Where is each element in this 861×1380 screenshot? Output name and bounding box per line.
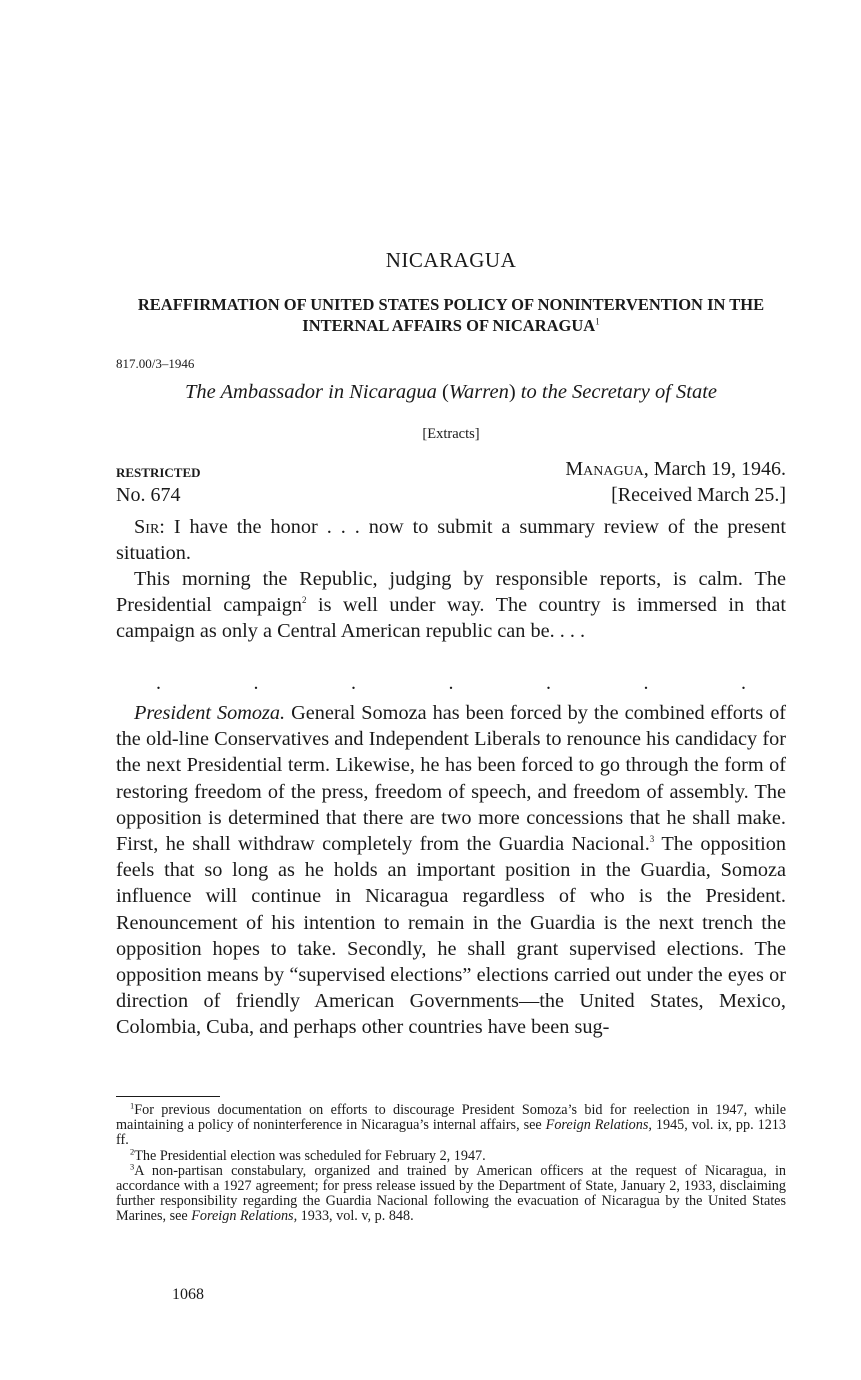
footnote-3 <box>116 1161 786 1225</box>
footnote-ref-3: 3 <box>649 834 655 845</box>
footnote-1-text-a: For previous documentation on efforts to discourage President Somoza’s bid for reelection in 1947, while maintaining a policy of noninterference in Nicaragua’s internal affairs, see <box>116 1102 786 1134</box>
doc-title-part1: The Ambassador in Nicaragua <box>184 381 437 403</box>
omission-dot: . <box>643 672 649 694</box>
footnote-3-title: Foreign Relations, <box>191 1208 298 1225</box>
omission-dot: . <box>448 672 454 694</box>
footnote-2-number: 2 <box>130 1145 135 1156</box>
footnote-1-title: Foreign Relations, <box>545 1117 652 1134</box>
received-date: [Received March 25.] <box>611 484 786 506</box>
doc-title-paren-open: ( <box>436 381 449 403</box>
dateline-place: Managua <box>565 458 644 480</box>
salutation: Sir <box>134 516 160 538</box>
omission-dot: . <box>253 672 259 694</box>
document-title <box>116 381 786 404</box>
footnote-3-text-a: A non-partisan constabulary, organized and trained by American officers at the request of Nicaragua, in accordance with a 1927 agreement; for press release issued by the Department of State, January 2, 1933, disclaiming further responsibility regarding the Guardia Nacional following the evacuation of Nicaragua by the United States Marines, see <box>116 1162 786 1225</box>
paragraph-2 <box>116 566 786 645</box>
doc-title-name: Warren <box>448 381 509 403</box>
paragraph-2-text-a: This morning the Republic, judging by responsible reports, is calm. The Presidential campaign <box>116 568 786 617</box>
footnote-divider <box>116 1096 220 1097</box>
footnote-3-text-b: 1933, vol. v, p. 848. <box>297 1208 414 1225</box>
footnote-2 <box>116 1145 786 1164</box>
country-heading: NICARAGUA <box>385 248 517 272</box>
dispatch-number: No. 674 <box>116 484 181 506</box>
omission-dots <box>156 672 746 695</box>
doc-title-part2: to the Secretary of State <box>520 381 718 403</box>
page-number: 1068 <box>172 1286 204 1303</box>
classification-label: RESTRICTED <box>116 465 201 480</box>
paragraph-3-heading: President Somoza. <box>134 702 286 724</box>
doc-title-paren-close: ) <box>508 381 521 403</box>
paragraph-3-text-b: The opposition feels that so long as he holds an important position in the Guardia, Somoza influence will continue in Nicaragua regardless of who is the President. Renouncement of his intention to remain in the Guardia is the next trench the opposition hopes to take. Secondly, he shall grant supervised elections. The opposition means by “supervised elections” elections carried out under the eyes or direction of friendly American Governments—the United States, Mexico, Colombia, Cuba, and perhaps other countries have been sug- <box>116 833 786 1039</box>
dateline <box>565 458 786 481</box>
omission-dot: . <box>546 672 551 694</box>
paragraph-1-text: : I have the honor . . . now to submit a summary review of the present situation. <box>116 516 786 565</box>
omission-dot: . <box>156 672 161 694</box>
paragraph-3 <box>116 700 786 1041</box>
subject-heading <box>116 294 786 336</box>
omission-dot: . <box>351 672 356 694</box>
paragraph-3-text-a: General Somoza has been forced by the combined efforts of the old-line Conservatives and Independent Liberals to renounce his candidacy for the next Presidential term. Likewise, he has been forced to go through the form of restoring freedom of the press, freedom of speech, and freedom of assembly. The opposition is determined that there are two more concessions that he shall make. First, he shall withdraw completely from the Guardia Nacional. <box>116 702 786 856</box>
footnote-1 <box>116 1100 786 1149</box>
subject-text: REAFFIRMATION OF UNITED STATES POLICY OF NONINTERVENTION IN THE INTERNAL AFFAIRS OF NICARAGUA <box>137 295 765 335</box>
paragraph-2-text-b: is well under way. The country is immersed in that campaign as only a Central American republic can be. . . . <box>116 594 786 643</box>
footnote-1-text-b: 1945, vol. ix, pp. 1213 ff. <box>116 1117 786 1149</box>
file-number: 817.00/3–1946 <box>116 356 195 371</box>
paragraph-1 <box>116 514 786 566</box>
footnotes <box>116 1100 786 1225</box>
footnote-2-text: The Presidential election was scheduled for February 2, 1947. <box>134 1147 486 1164</box>
dateline-date: , March 19, 1946. <box>643 458 786 480</box>
footnote-3-number: 3 <box>130 1161 135 1172</box>
footnote-1-number: 1 <box>130 1100 135 1111</box>
omission-dot: . <box>741 672 746 694</box>
extracts-label: [Extracts] <box>422 426 480 442</box>
footnote-ref-1: 1 <box>595 316 600 327</box>
footnote-ref-2: 2 <box>302 595 307 606</box>
